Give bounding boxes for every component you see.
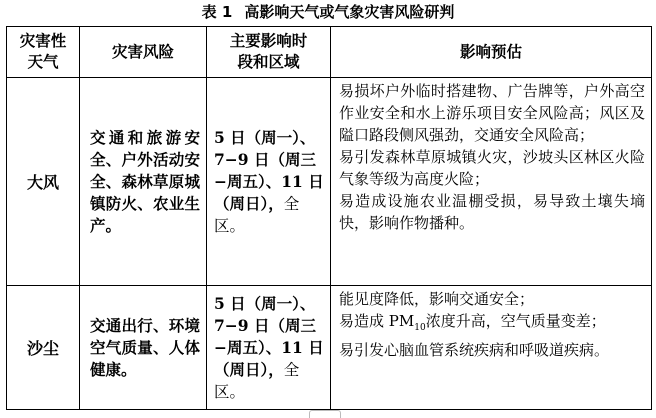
impact-cell	[331, 286, 652, 410]
category-cell: 大风	[7, 78, 80, 286]
period-cell: 5 日（周一）、7−9 日（周三−周五）、11 日（周日），全区。	[207, 286, 331, 410]
table-number: 表 1	[201, 3, 233, 21]
header-category: 灾害性 天气	[7, 27, 80, 78]
table-title: 高影响天气或气象灾害风险研判	[244, 3, 455, 21]
impact-line: 易引发心脑血管系统疾病和呼吸道疾病。	[339, 341, 610, 359]
impact-line: 易造成设施农业温棚受损，易导致土壤失墒快，影响作物播种。	[339, 192, 645, 232]
header-period: 主要影响时 段和区域	[207, 27, 331, 78]
header-row	[7, 27, 652, 78]
impact-line: 易引发森林草原城镇火灾，沙坡头区林区火险气象等级为高度火险；	[339, 148, 645, 188]
impact-cell	[331, 78, 652, 286]
header-forecast: 影响预估	[331, 27, 652, 78]
impact-line: 能见度降低，影响交通安全；	[339, 290, 535, 308]
period-cell: 5 日（周一）、7−9 日（周三−周五）、11 日（周日），全区。	[207, 78, 331, 286]
risk-cell: 交通出行、环境空气质量、人体健康。	[80, 286, 207, 410]
header-risk: 灾害风险	[80, 27, 207, 78]
table-row-dust	[7, 286, 652, 410]
risk-table	[6, 26, 652, 410]
risk-cell: 交通和旅游安全、户外活动安全、森林草原城镇防火、农业生产。	[80, 78, 207, 286]
table-row-wind	[7, 78, 652, 286]
impact-line: 易造成 $PM_{10}$浓度升高，空气质量变差；	[339, 312, 606, 333]
impact-line: 易损坏户外临时搭建物、广告牌等，户外高空作业安全和水上游乐项目安全风险高；风区及隘口路段侧风强劲，交通安全风险高；	[339, 82, 645, 144]
category-cell: 沙尘	[7, 286, 80, 410]
table-caption	[0, 1, 656, 23]
